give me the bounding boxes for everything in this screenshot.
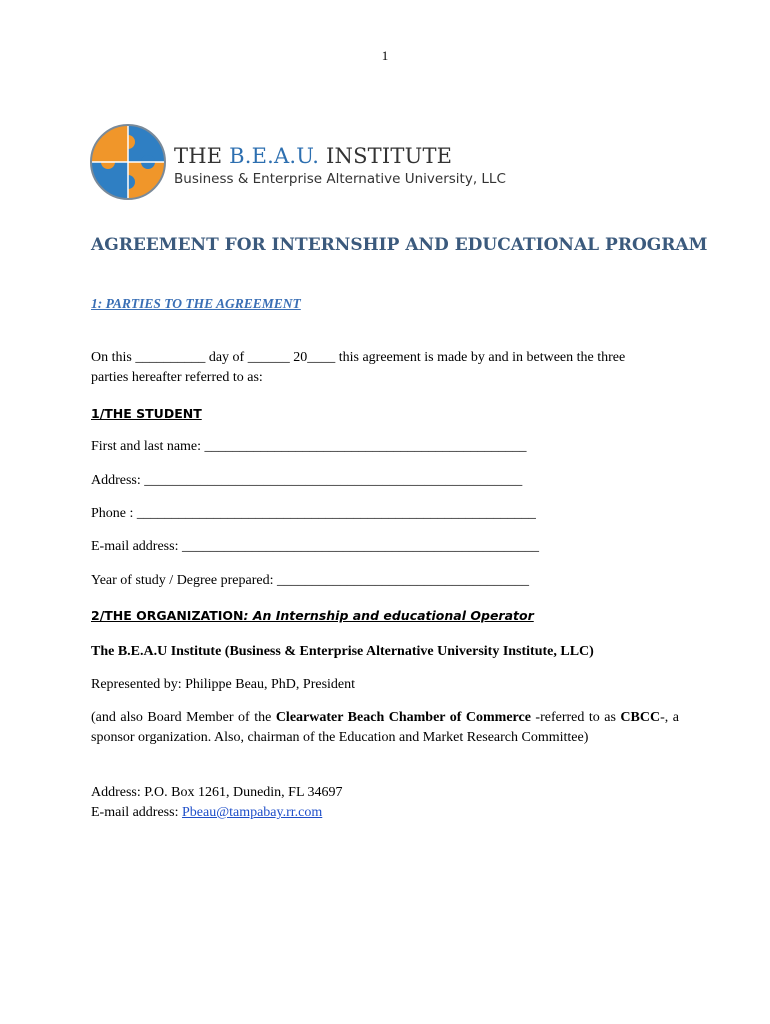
intro-line: On this __________ day of ______ 20____ this agreement is made by and in between the three bbox=[91, 350, 626, 365]
student-email-field[interactable]: E-mail address: ___________________________________________________ bbox=[91, 539, 539, 554]
organization-heading: 2/THE ORGANIZATION: An Internship and educational Operator bbox=[91, 608, 534, 623]
beau-institute-logo bbox=[88, 122, 508, 204]
represented-by: Represented by: Philippe Beau, PhD, President bbox=[91, 677, 356, 692]
page-number: 1 bbox=[381, 48, 389, 63]
board-member-paragraph: (and also Board Member of the Clearwater Beach Chamber of Commerce -referred to as CBCC-, a sponsor organization. Also, chairman of the Education and Market Research Committee) bbox=[91, 710, 679, 745]
section-heading-parties: 1: PARTIES TO THE AGREEMENT bbox=[91, 296, 301, 311]
organization-address: Address: P.O. Box 1261, Dunedin, FL 34697 bbox=[91, 785, 343, 800]
intro-paragraph bbox=[91, 348, 679, 388]
student-address-field[interactable]: Address: ______________________________________________________ bbox=[91, 473, 523, 488]
puzzle-logo-icon bbox=[88, 122, 170, 204]
student-year-field[interactable]: Year of study / Degree prepared: ____________________________________ bbox=[91, 573, 529, 588]
email-link[interactable]: Pbeau@tampabay.rr.com bbox=[181, 805, 323, 820]
logo-subtitle: Business & Enterprise Alternative University, LLC bbox=[174, 171, 506, 187]
logo-title: THE B.E.A.U. INSTITUTE bbox=[174, 144, 453, 168]
intro-line: parties hereafter referred to as: bbox=[91, 370, 263, 385]
organization-email-line: E-mail address: Pbeau@tampabay.rr.com bbox=[91, 805, 323, 820]
organization-name: The B.E.A.U Institute (Business & Enterprise Alternative University Institute, LLC) bbox=[91, 644, 594, 659]
document-title: AGREEMENT FOR INTERNSHIP AND EDUCATIONAL PROGRAM bbox=[91, 235, 708, 255]
student-heading: 1/THE STUDENT bbox=[91, 406, 202, 421]
student-phone-field[interactable]: Phone : _________________________________________________________ bbox=[91, 506, 536, 521]
student-name-field[interactable]: First and last name: ______________________________________________ bbox=[91, 439, 527, 454]
